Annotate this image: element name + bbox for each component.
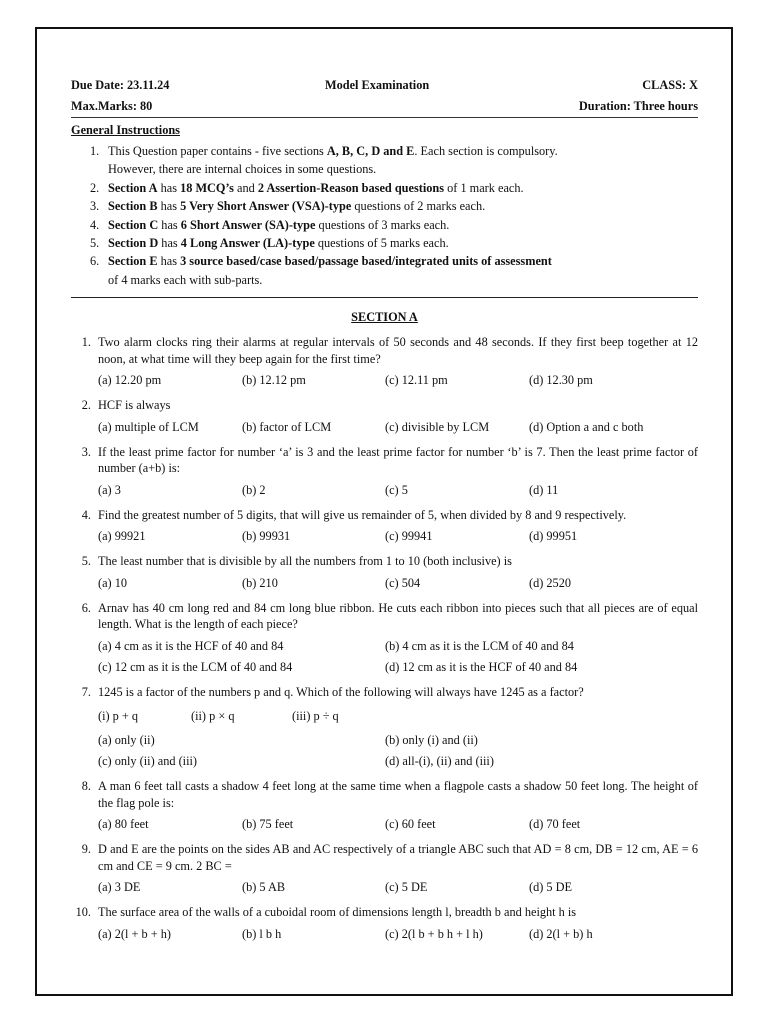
question-text: If the least prime factor for number ‘a’ is 3 and the least prime factor for number ‘b’ is 7. Then the least prime factor of number (a+b) is: [98, 444, 698, 476]
answer-option: (c) 5 DE [385, 880, 428, 895]
question-number: 2. [81, 398, 91, 413]
question-3 [71, 444, 698, 501]
instruction-item: 2. Section A has 18 MCQ’s and 2 Assertion-Reason based questions of 1 mark each. [90, 180, 524, 195]
answer-option: (b) 2 [242, 482, 266, 497]
question-text: Find the greatest number of 5 digits, that will give us remainder of 5, when divided by 8 and 9 respectively. [98, 507, 627, 522]
answer-option: (a) multiple of LCM [98, 419, 199, 434]
question-8 [71, 778, 698, 835]
answer-options-row [98, 480, 698, 501]
answer-options-row [98, 636, 698, 657]
answer-option: (b) 4 cm as it is the LCM of 40 and 84 [385, 638, 574, 653]
answer-option: (b) l b h [242, 926, 282, 941]
answer-options-row [98, 370, 698, 391]
answer-option: (d) 12.30 pm [529, 373, 593, 388]
question-text: HCF is always [98, 398, 171, 413]
question-4 [71, 507, 698, 548]
answer-option: (c) 12.11 pm [385, 373, 448, 388]
instructions-title: General Instructions [71, 123, 180, 137]
instruction-item: 3. Section B has 5 Very Short Answer (VSA)-type questions of 2 marks each. [90, 199, 486, 214]
question-text: 1245 is a factor of the numbers p and q. Which of the following will always have 1245 as a factor? [98, 684, 584, 699]
answer-option: (d) 11 [529, 482, 559, 497]
question-number: 6. [81, 600, 91, 615]
question-number: 5. [81, 554, 91, 569]
subitem: (i) p + q [98, 709, 139, 724]
question-number: 1. [81, 335, 91, 350]
answer-option: (b) 5 AB [242, 880, 286, 895]
question-number: 4. [81, 507, 91, 522]
answer-option: (b) factor of LCM [242, 419, 332, 434]
answer-option: (a) 12.20 pm [98, 373, 162, 388]
due-date: Due Date: 23.11.24 [71, 78, 170, 92]
answer-option: (a) 3 DE [98, 880, 141, 895]
answer-option: (a) 10 [98, 575, 128, 590]
section-title: SECTION A [351, 310, 418, 325]
instruction-item: 4. Section C has 6 Short Answer (SA)-type questions of 3 marks each. [90, 217, 450, 232]
answer-options-row [98, 526, 698, 547]
header-row-2 [71, 96, 698, 117]
answer-option: (b) 75 feet [242, 817, 294, 832]
answer-option: (b) only (i) and (ii) [385, 733, 478, 748]
question-text: A man 6 feet tall casts a shadow 4 feet long at the same time when a flagpole casts a shadow 50 feet long. The height of the flag pole is: [98, 779, 698, 810]
exam-paper [71, 75, 698, 945]
question-text: The least number that is divisible by all the numbers from 1 to 10 (both inclusive) is [98, 554, 512, 569]
question-7 [71, 684, 698, 773]
answer-options-row [98, 751, 698, 772]
answer-option: (a) 99921 [98, 529, 146, 544]
question-subitems [98, 706, 698, 727]
question-text: Two alarm clocks ring their alarms at regular intervals of 50 seconds and 48 seconds. If they first beep together at 12 noon, at what time will they beep again for the first time? [98, 335, 698, 366]
question-number: 9. [81, 842, 91, 857]
max-marks: Max.Marks: 80 [71, 99, 153, 113]
question-9 [71, 841, 698, 898]
exam-name: Model Examination [325, 78, 430, 92]
answer-option: (b) 210 [242, 575, 278, 590]
answer-option: (c) 60 feet [385, 817, 436, 832]
answer-option: (a) 2(l + b + h) [98, 926, 171, 941]
section-divider [71, 297, 698, 298]
answer-option: (a) 3 [98, 482, 121, 497]
answer-option: (a) 80 feet [98, 817, 149, 832]
question-2 [71, 397, 698, 438]
header-row-1 [71, 75, 698, 96]
question-1 [71, 334, 698, 391]
question-text: Arnav has 40 cm long red and 84 cm long blue ribbon. He cuts each ribbon into pieces such that all pieces are of equal length. What is the length of each piece? [98, 600, 698, 632]
answer-option: (d) 2(l + b) h [529, 926, 593, 941]
answer-option: (c) divisible by LCM [385, 419, 490, 434]
question-10 [71, 904, 698, 945]
answer-options-row [98, 573, 698, 594]
answer-option: (c) 504 [385, 575, 421, 590]
answer-option: (c) 12 cm as it is the LCM of 40 and 84 [98, 659, 293, 674]
answer-option: (d) 12 cm as it is the HCF of 40 and 84 [385, 659, 578, 674]
answer-option: (b) 12.12 pm [242, 373, 306, 388]
question-number: 8. [81, 779, 91, 794]
duration: Duration: Three hours [578, 99, 698, 113]
header-divider [71, 117, 698, 118]
answer-option: (d) 70 feet [529, 817, 581, 832]
question-number: 10. [75, 905, 91, 920]
question-text: The surface area of the walls of a cuboidal room of dimensions length l, breadth b and height h is [98, 905, 577, 920]
answer-options-row [98, 924, 698, 945]
answer-option: (c) 5 [385, 482, 408, 497]
answer-option: (c) 99941 [385, 529, 433, 544]
answer-option: (c) 2(l b + b h + l h) [385, 926, 483, 941]
answer-option: (d) Option a and c both [529, 419, 644, 434]
answer-option: (a) 4 cm as it is the HCF of 40 and 84 [98, 638, 284, 653]
question-list [71, 334, 698, 945]
answer-option: (d) all-(i), (ii) and (iii) [385, 754, 494, 769]
answer-option: (b) 99931 [242, 529, 291, 544]
instructions-list [71, 142, 698, 289]
answer-options-row [98, 657, 698, 678]
question-number: 7. [81, 684, 91, 699]
instruction-item: 5. Section D has 4 Long Answer (LA)-type questions of 5 marks each. [90, 236, 449, 251]
subitem: (iii) p ÷ q [292, 709, 339, 724]
class-label: CLASS: X [642, 78, 698, 92]
answer-options-row [98, 417, 698, 438]
answer-options-row [98, 730, 698, 751]
question-number: 3. [81, 444, 91, 459]
answer-option: (a) only (ii) [98, 733, 155, 748]
question-6 [71, 600, 698, 678]
instruction-item: 1. This Question paper contains - five sections A, B, C, D and E. Each section is compulsory. However, there are internal choices in some questions. [90, 144, 558, 177]
instruction-item: 6. Section E has 3 source based/case based/passage based/integrated units of assessment of 4 marks each with sub-parts. [90, 254, 552, 287]
answer-option: (c) only (ii) and (iii) [98, 754, 198, 769]
answer-option: (d) 99951 [529, 529, 578, 544]
subitem: (ii) p × q [191, 709, 235, 724]
answer-options-row [98, 814, 698, 835]
answer-option: (d) 2520 [529, 575, 572, 590]
question-5 [71, 553, 698, 594]
answer-option: (d) 5 DE [529, 880, 573, 895]
answer-options-row [98, 877, 698, 898]
question-text: D and E are the points on the sides AB and AC respectively of a triangle ABC such that AD = 8 cm, DB = 12 cm, AE = 6 cm and CE = 9 cm. 2 BC = [98, 842, 698, 873]
